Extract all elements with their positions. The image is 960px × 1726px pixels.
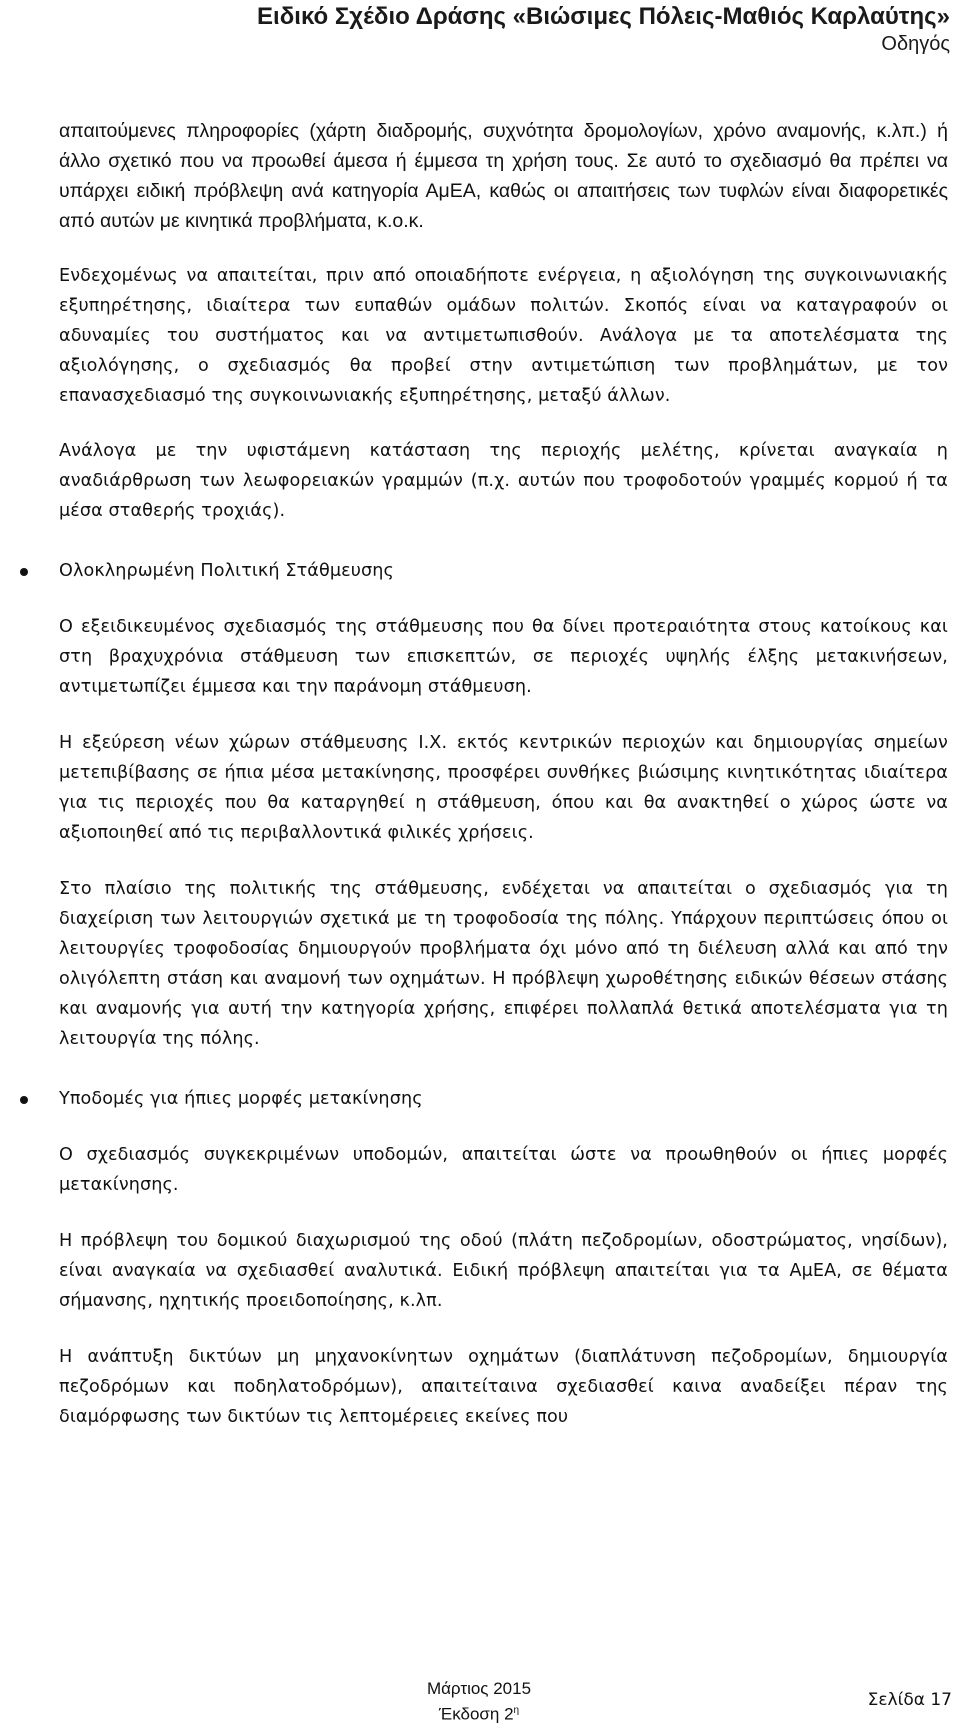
paragraph: Ενδεχομένως να απαιτείται, πριν από οποιαδήποτε ενέργεια, η αξιολόγηση της συγκοινωνιακής εξυπηρέτησης, ιδιαίτερα των ευπαθών ομάδων πολιτών. Σκοπός είναι να καταγραφούν οι αδυναμίες του συστήματος και να αντιμετωπισθούν. Ανάλογα με τα αποτελέσματα της αξιολόγησης, ο σχεδιασμός θα προβεί στην αντιμετώπιση των προβλημάτων, με τον επανασχεδιασμό της συγκοινωνιακής εξυπηρέτησης, μεταξύ άλλων.	[59, 266, 948, 406]
bullet-icon	[20, 568, 28, 576]
bullet-heading	[59, 556, 948, 586]
page-footer	[0, 1678, 960, 1725]
page-number: Σελίδα 17	[867, 1690, 952, 1710]
document-subtitle: Οδηγός	[881, 33, 950, 55]
paragraph: Η ανάπτυξη δικτύων μη μηχανοκίνητων οχημάτων (διαπλάτυνση πεζοδρομίων, δημιουργία πεζοδρόμων και ποδηλατοδρόμων), απαιτείταινα σχεδιασθεί καινα αναδείξει πέραν της διαμόρφωσης των δικτύων τις λεπτομέρειες εκείνες που	[59, 1347, 948, 1427]
bullet-icon	[20, 1096, 28, 1104]
paragraph: απαιτούμενες πληροφορίες (χάρτη διαδρομής, συχνότητα δρομολογίων, χρόνο αναμονής, κ.λπ.) ή άλλο σχετικό που να προωθεί άμεσα ή έμμεσα τη χρήση τους. Σε αυτό το σχεδιασμό θα πρέπει να υπάρχει ειδική πρόβλεψη ανά κατηγορία ΑμΕΑ, καθώς οι απαιτήσεις των τυφλών είναι διαφορετικές από αυτών με κινητικά προβλήματα, κ.ο.κ.	[59, 120, 948, 232]
page-header	[50, 4, 950, 58]
page-content	[59, 116, 948, 1432]
paragraph: Ανάλογα με την υφιστάμενη κατάσταση της περιοχής μελέτης, κρίνεται αναγκαία η αναδιάρθρωση των λεωφορειακών γραμμών (π.χ. αυτών που τροφοδοτούν γραμμές κορμού ή τα μέσα σταθερής τροχιάς).	[59, 441, 948, 521]
paragraph: Η εξεύρεση νέων χώρων στάθμευσης Ι.Χ. εκτός κεντρικών περιοχών και δημιουργίας σημείων μετεπιβίβασης σε ήπια μέσα μετακίνησης, προσφέρει συνθήκες βιώσιμης κινητικότητας ιδιαίτερα για τις περιοχές που θα καταργηθεί η στάθμευση, όπου και θα ανακτηθεί ο χώρος ώστε να αξιοποιηθεί από τις περιβαλλοντικά φιλικές χρήσεις.	[59, 733, 948, 843]
bullet-heading	[59, 1084, 948, 1114]
paragraph: Η πρόβλεψη του δομικού διαχωρισμού της οδού (πλάτη πεζοδρομίων, οδοστρώματος, νησίδων), είναι αναγκαία να σχεδιασθεί αναλυτικά. Ειδική πρόβλεψη απαιτείται για τα ΑμΕΑ, σε θέματα σήμανσης, ηχητικής προειδοποίησης, κ.λπ.	[59, 1231, 948, 1311]
bullet-heading-text: Ολοκληρωμένη Πολιτική Στάθμευσης	[59, 561, 394, 581]
footer-edition: Έκδοση 2	[438, 1704, 514, 1724]
footer-date-block	[393, 1678, 565, 1726]
paragraph: Ο εξειδικευμένος σχεδιασμός της στάθμευσης που θα δίνει προτεραιότητα στους κατοίκους και στη βραχυχρόνια στάθμευση των επισκεπτών, σε περιοχές υψηλής έλξης μετακινήσεων, αντιμετωπίζει έμμεσα και την παράνομη στάθμευση.	[59, 617, 948, 697]
paragraph: Στο πλαίσιο της πολιτικής της στάθμευσης, ενδέχεται να απαιτείται ο σχεδιασμός για τη διαχείριση των λειτουργιών σχετικά με τη τροφοδοσία της πόλης. Υπάρχουν περιπτώσεις όπου οι λειτουργίες τροφοδοσίας δημιουργούν προβλήματα όχι μόνο από τη διέλευση αλλά και από την ολιγόλεπτη στάση και αναμονή των οχημάτων. Η πρόβλεψη χωροθέτησης ειδικών θέσεων στάσης και αναμονής για αυτή την κατηγορία χρήσης, επιφέρει πολλαπλά θετικά αποτελέσματα για τη λειτουργία της πόλης.	[59, 879, 948, 1049]
paragraph: Ο σχεδιασμός συγκεκριμένων υποδομών, απαιτείται ώστε να προωθηθούν οι ήπιες μορφές μετακίνησης.	[59, 1145, 948, 1195]
footer-date: Μάρτιος 2015	[426, 1679, 532, 1698]
bullet-heading-text: Υποδομές για ήπιες μορφές μετακίνησης	[59, 1089, 423, 1109]
footer-edition-line	[393, 1700, 565, 1726]
footer-edition-superscript: η	[513, 1705, 520, 1716]
document-title: Ειδικό Σχέδιο Δράσης «Βιώσιμες Πόλεις-Μαθιός Καρλαύτης»	[257, 3, 950, 30]
